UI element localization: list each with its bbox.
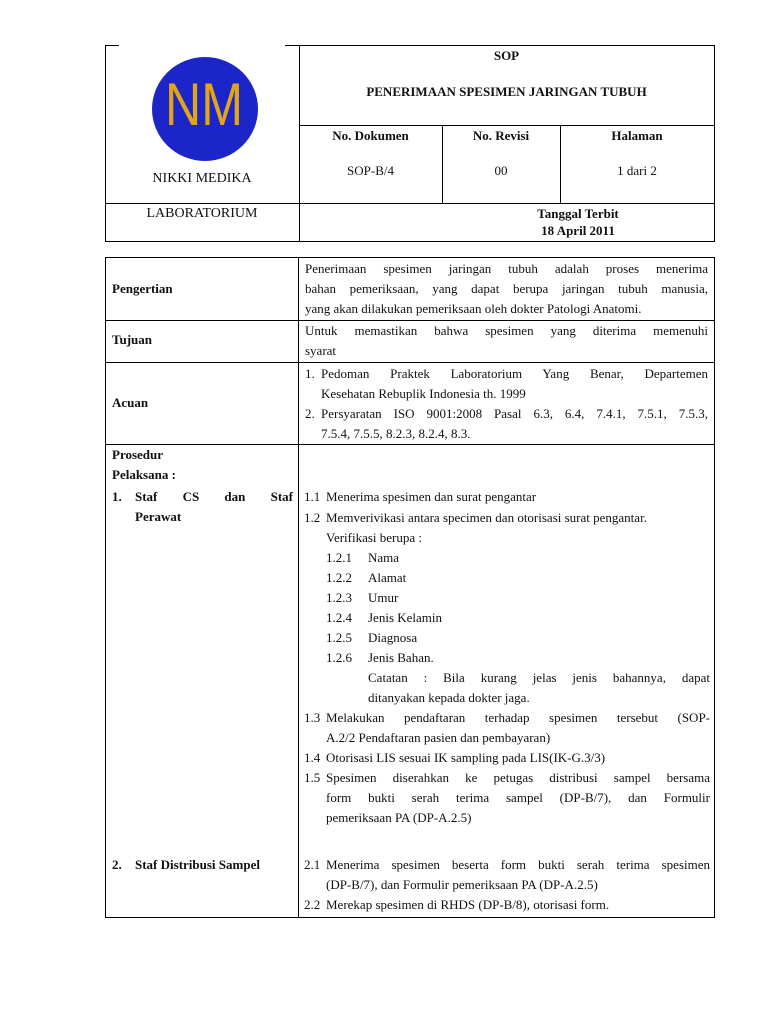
svg-text:NM: NM [165,71,243,138]
step-1-2: 1.2 Memverivikasi antara specimen dan otorisasi surat pengantar. [304,510,647,525]
step-2-1: 2.1 Menerima spesimen beserta form bukti serah terima spesimen [304,857,710,872]
step-1-3: 1.3 Melakukan pendaftaran terhadap spesimen tersebut (SOP- [304,710,710,725]
list-item: 1.2.6 Jenis Bahan. [326,650,434,665]
list-item: 1.2.2 Alamat [326,570,407,585]
list-item: 1.2.4 Jenis Kelamin [326,610,443,625]
step-1-5: 1.5 Spesimen diserahkan ke petugas distribusi sampel bersama [304,770,710,785]
prosedur-label: Prosedur [112,447,164,462]
tanggal-label: Tanggal Terbit [537,206,619,221]
company-logo [150,55,262,163]
catatan-note: Catatan : Bila kurang jelas jenis bahannya, dapat ditanyakan kepada dokter jaga. [368,670,710,705]
pengertian-text: Penerimaan spesimen jaringan tubuh adalah proses menerima bahan pemeriksaan, yang dapat berupa jaringan tubuh manusia, yang akan dilakukan pemeriksaan oleh dokter Patologi Anatomi. [305,261,708,316]
pengertian-label: Pengertian [112,281,173,296]
verification-list [304,548,710,668]
tanggal-value: 18 April 2011 [541,223,615,238]
staf2-label: Staf Distribusi Sampel [135,857,260,872]
col-dokumen-header: No. Dokumen [332,128,409,143]
staf2-number: 2. [112,857,122,872]
staf1-label: Staf CS dan Staf [135,489,293,504]
revisi-value: 00 [494,163,508,178]
halaman-value: 1 dari 2 [617,163,657,178]
list-item: 1.2.5 Diagnosa [326,630,418,645]
col-halaman-header: Halaman [611,128,663,143]
dokumen-value: SOP-B/4 [347,163,394,178]
list-item: 1.2.3 Umur [326,590,399,605]
acuan-list: 1. Pedoman Praktek Laboratorium Yang Benar, Departemen Kesehatan Rebuplik Indonesia th. 1999 2. Persyaratan ISO 9001:2008 Pasal 6.3, 6.4, 7.4.1, 7.5.1, 7.5.3, 7.5.4, 7.5.5, 8.2.3, 8.2.4, 8.3. [305,366,708,441]
document-title: PENERIMAAN SPESIMEN JARINGAN TUBUH [366,84,647,99]
department: LABORATORIUM [146,206,258,221]
col-revisi-header: No. Revisi [472,128,530,143]
step-1-4: 1.4 Otorisasi LIS sesuai IK sampling pada LIS(IK-G.3/3) [304,750,606,765]
procedure-steps-2: 2.1 Menerima spesimen beserta form bukti serah terima spesimen (DP-B/7), dan Formulir pemeriksaan PA (DP-A.2.5) 2.2 Merekap spesimen di RHDS (DP-B/8), otorisasi form. [304,855,710,915]
staf1-label-cont: Perawat [135,509,182,524]
tujuan-label: Tujuan [112,332,152,347]
tujuan-text: Untuk memastikan bahwa spesimen yang diterima memenuhi syarat [305,323,708,358]
sop-label: SOP [493,48,520,63]
pelaksana-label: Pelaksana : [112,467,176,482]
procedure-steps: 1.1 Menerima spesimen dan surat pengantar 1.2 Memverivikasi antara specimen dan otorisasi surat pengantar. Verifikasi berupa : 1.2.1 Nama 1.2.2 Alamat 1.2.3 Umur 1.2.4 Jenis Kelamin 1.2.5 Diagnosa 1.2.6 Jenis Bahan. Catatan : Bila kurang jelas jenis bahannya, dapat ditanyakan kepada dokter jaga. 1.3 Melakukan pendaftaran terhadap spesimen tersebut (SOP- A.2/2 Pendaftaran pasien dan pembayaran) 1.4 Otorisasi LIS sesuai IK sampling pada LIS(IK-G.3/3) 1.5 Spesimen diserahkan ke petugas distribusi sampel bersama form bukti serah terima sampel (DP-B/7), dan Formulir pemeriksaan PA (DP-A.2.5) [304,489,710,825]
acuan-label: Acuan [112,395,149,410]
list-item: 1.2.1 Nama [326,550,400,565]
step-2-2: 2.2 Merekap spesimen di RHDS (DP-B/8), otorisasi form. [304,897,610,912]
company-name: NIKKI MEDIKA [152,171,252,186]
staf1-number: 1. [112,489,122,504]
step-1-1: 1.1 Menerima spesimen dan surat pengantar [304,489,537,504]
